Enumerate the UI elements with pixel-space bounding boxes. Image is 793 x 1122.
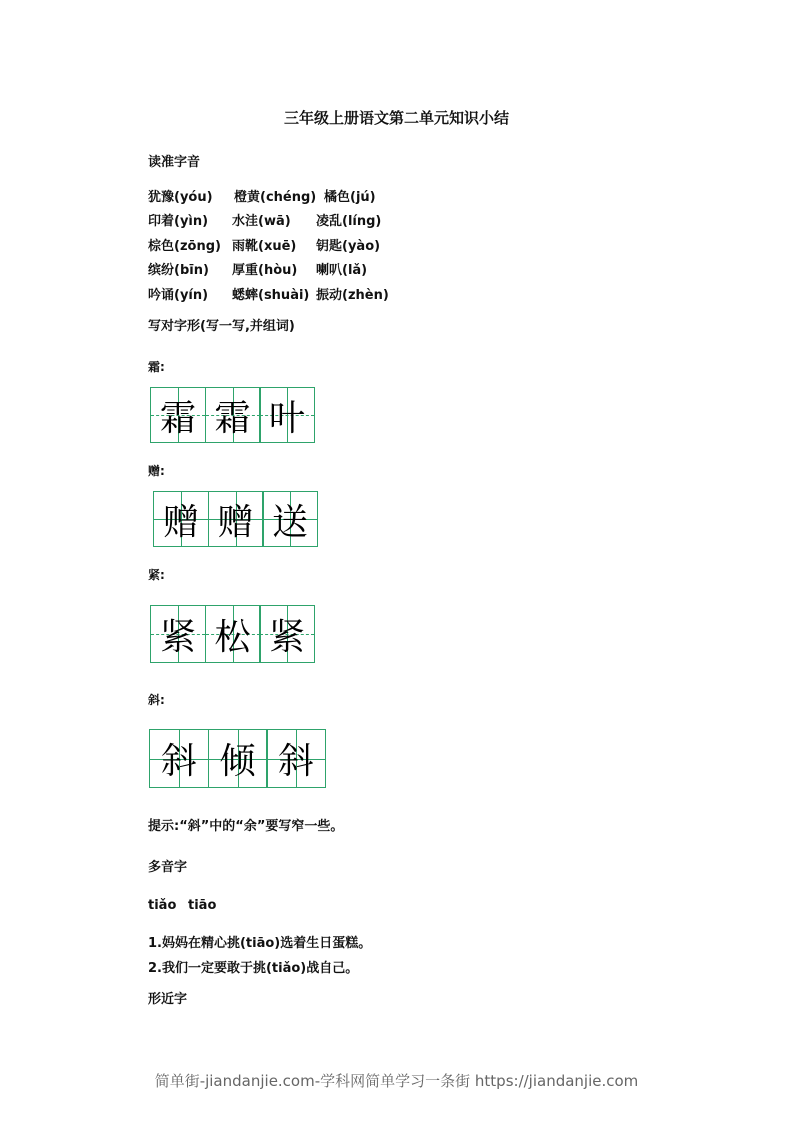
writing-tip: 提示:“斜”中的“余”要写窄一些。	[148, 819, 344, 834]
grid-char: 倾	[219, 741, 256, 782]
polyphone-sentence: 2.我们一定要敢于挑(tiǎo)战自己。	[148, 961, 359, 976]
word: 印着(yìn)	[148, 214, 209, 229]
pinyin: tiǎo	[148, 898, 177, 913]
heading-writing: 写对字形(写一写,并组词)	[148, 319, 295, 334]
grid-cell	[262, 491, 318, 547]
footer-watermark: 简单街-jiandanjie.com-学科网简单学习一条街 https://jiandanjie.com	[154, 1072, 639, 1090]
grid-cell	[205, 605, 261, 663]
grid-cell	[259, 387, 315, 443]
grid-char: 紧	[268, 616, 305, 658]
char-label: 赠:	[148, 464, 165, 478]
word: 凌乱(líng)	[316, 214, 382, 229]
grid-cell	[208, 491, 264, 547]
grid-char: 送	[271, 501, 308, 543]
word: 犹豫(yóu)	[148, 190, 213, 205]
char-label: 斜:	[148, 693, 165, 707]
grid-char: 霜	[214, 397, 251, 439]
pinyin: tiāo	[188, 898, 217, 913]
grid-char: 松	[214, 616, 251, 658]
word: 喇叭(lǎ)	[316, 263, 368, 278]
grid-char: 斜	[277, 741, 314, 782]
grid-char: 叶	[268, 397, 305, 439]
word: 缤纷(bīn)	[148, 263, 209, 278]
grid-cell	[150, 605, 206, 663]
grid-char: 斜	[160, 741, 197, 782]
polyphone-sentence: 1.妈妈在精心挑(tiāo)选着生日蛋糕。	[148, 936, 372, 951]
grid-cell	[153, 491, 209, 547]
grid-cell	[149, 729, 209, 788]
grid-cell	[150, 387, 206, 443]
grid-char: 霜	[159, 397, 196, 439]
word: 棕色(zōng)	[148, 239, 221, 254]
tianzige-grid	[153, 491, 317, 547]
grid-cell	[208, 729, 268, 788]
heading-pronunciation: 读准字音	[148, 155, 201, 170]
tianzige-grid	[149, 729, 325, 788]
page-title: 三年级上册语文第二单元知识小结	[283, 109, 509, 127]
grid-char: 赠	[217, 501, 254, 543]
word: 橙黄(chéng)	[234, 190, 317, 205]
word: 振动(zhèn)	[316, 288, 389, 303]
char-label: 紧:	[148, 568, 165, 582]
char-label: 霜:	[148, 360, 165, 374]
heading-similar: 形近字	[148, 992, 188, 1007]
heading-polyphone: 多音字	[148, 860, 188, 875]
grid-char: 紧	[159, 616, 196, 658]
word: 雨靴(xuē)	[232, 239, 297, 254]
grid-cell	[266, 729, 326, 788]
word: 厚重(hòu)	[232, 263, 298, 278]
word: 钥匙(yào)	[316, 239, 381, 254]
grid-cell	[205, 387, 261, 443]
tianzige-grid	[150, 387, 314, 443]
grid-cell	[259, 605, 315, 663]
word: 水洼(wā)	[232, 214, 291, 229]
grid-char: 赠	[162, 501, 199, 543]
word: 蟋蟀(shuài)	[232, 288, 310, 303]
tianzige-grid	[150, 605, 314, 663]
word: 橘色(jú)	[324, 190, 376, 205]
word: 吟诵(yín)	[148, 288, 209, 303]
